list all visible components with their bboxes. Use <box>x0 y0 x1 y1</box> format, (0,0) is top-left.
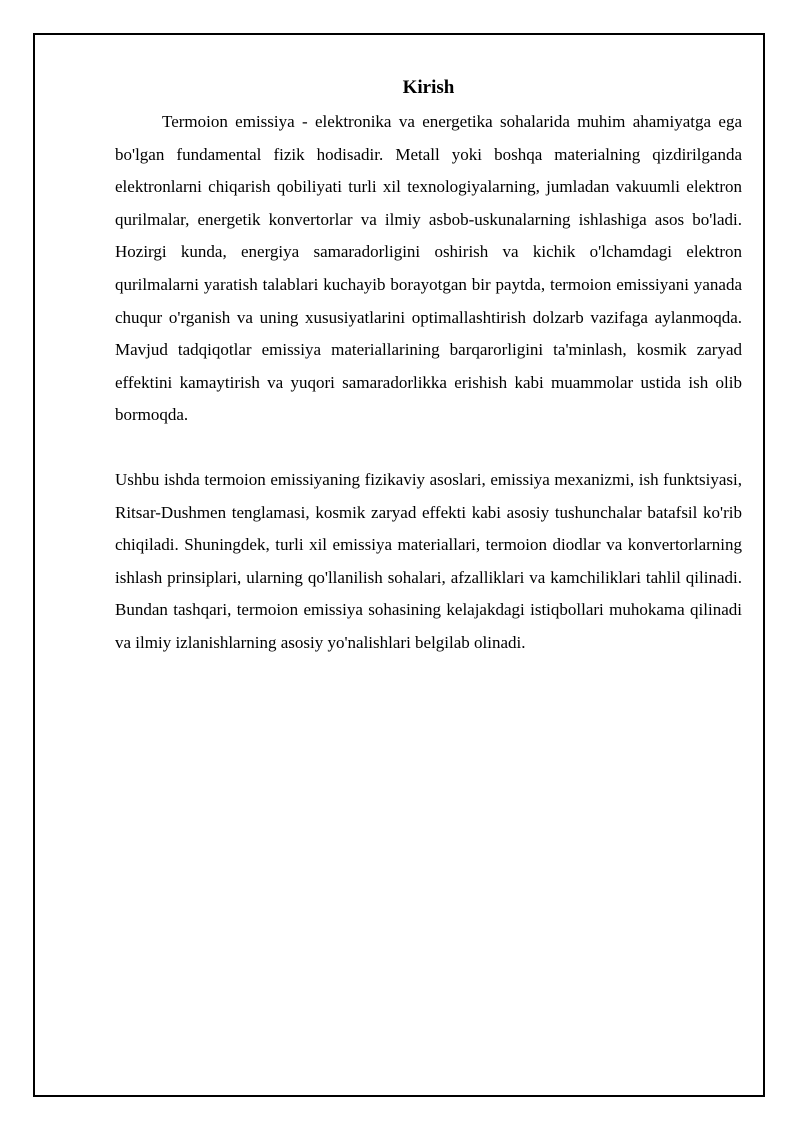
page-title: Kirish <box>402 77 455 98</box>
intro-paragraph-1: Termoion emissiya - elektronika va energetika sohalarida muhim ahamiyatga ega bo'lgan fundamental fizik hodisadir. Metall yoki boshqa materialning qizdirilganda elektronlarni chiqarish qobiliyati turli xil texnologiyalarning, jumladan vakuumli elektron qurilmalar, energetik konvertorlar va ilmiy asbob-uskunalarning ishlashiga asos bo'ladi. Hozirgi kunda, energiya samaradorligini oshirish va kichik o'lchamdagi elektron qurilmalarni yaratish talablari kuchayib borayotgan bir paytda, termoion emissiyani yanada chuqur o'rganish va uning xususiyatlarini optimallashtirish dolzarb vazifaga aylanmoqda. Mavjud tadqiqotlar emissiya materiallarining barqarorligini ta'minlash, kosmik zaryad effektini kamaytirish va yuqori samaradorlikka erishish kabi muammolar ustida ish olib bormoqda. <box>115 112 742 425</box>
paragraph-spacer <box>115 432 742 464</box>
document-body <box>115 76 742 660</box>
intro-paragraph-2: Ushbu ishda termoion emissiyaning fizikaviy asoslari, emissiya mexanizmi, ish funktsiyasi, Ritsar-Dushmen tenglamasi, kosmik zaryad effekti kabi asosiy tushunchalar batafsil ko'rib chiqiladi. Shuningdek, turli xil emissiya materiallari, termoion diodlar va konvertorlarning ishlash prinsiplari, ularning qo'llanilish sohalari, afzalliklari va kamchiliklari tahlil qilinadi. Bundan tashqari, termoion emissiya sohasining kelajakdagi istiqbollari muhokama qilinadi va ilmiy izlanishlarning asosiy yo'nalishlari belgilab olinadi. <box>115 469 742 652</box>
